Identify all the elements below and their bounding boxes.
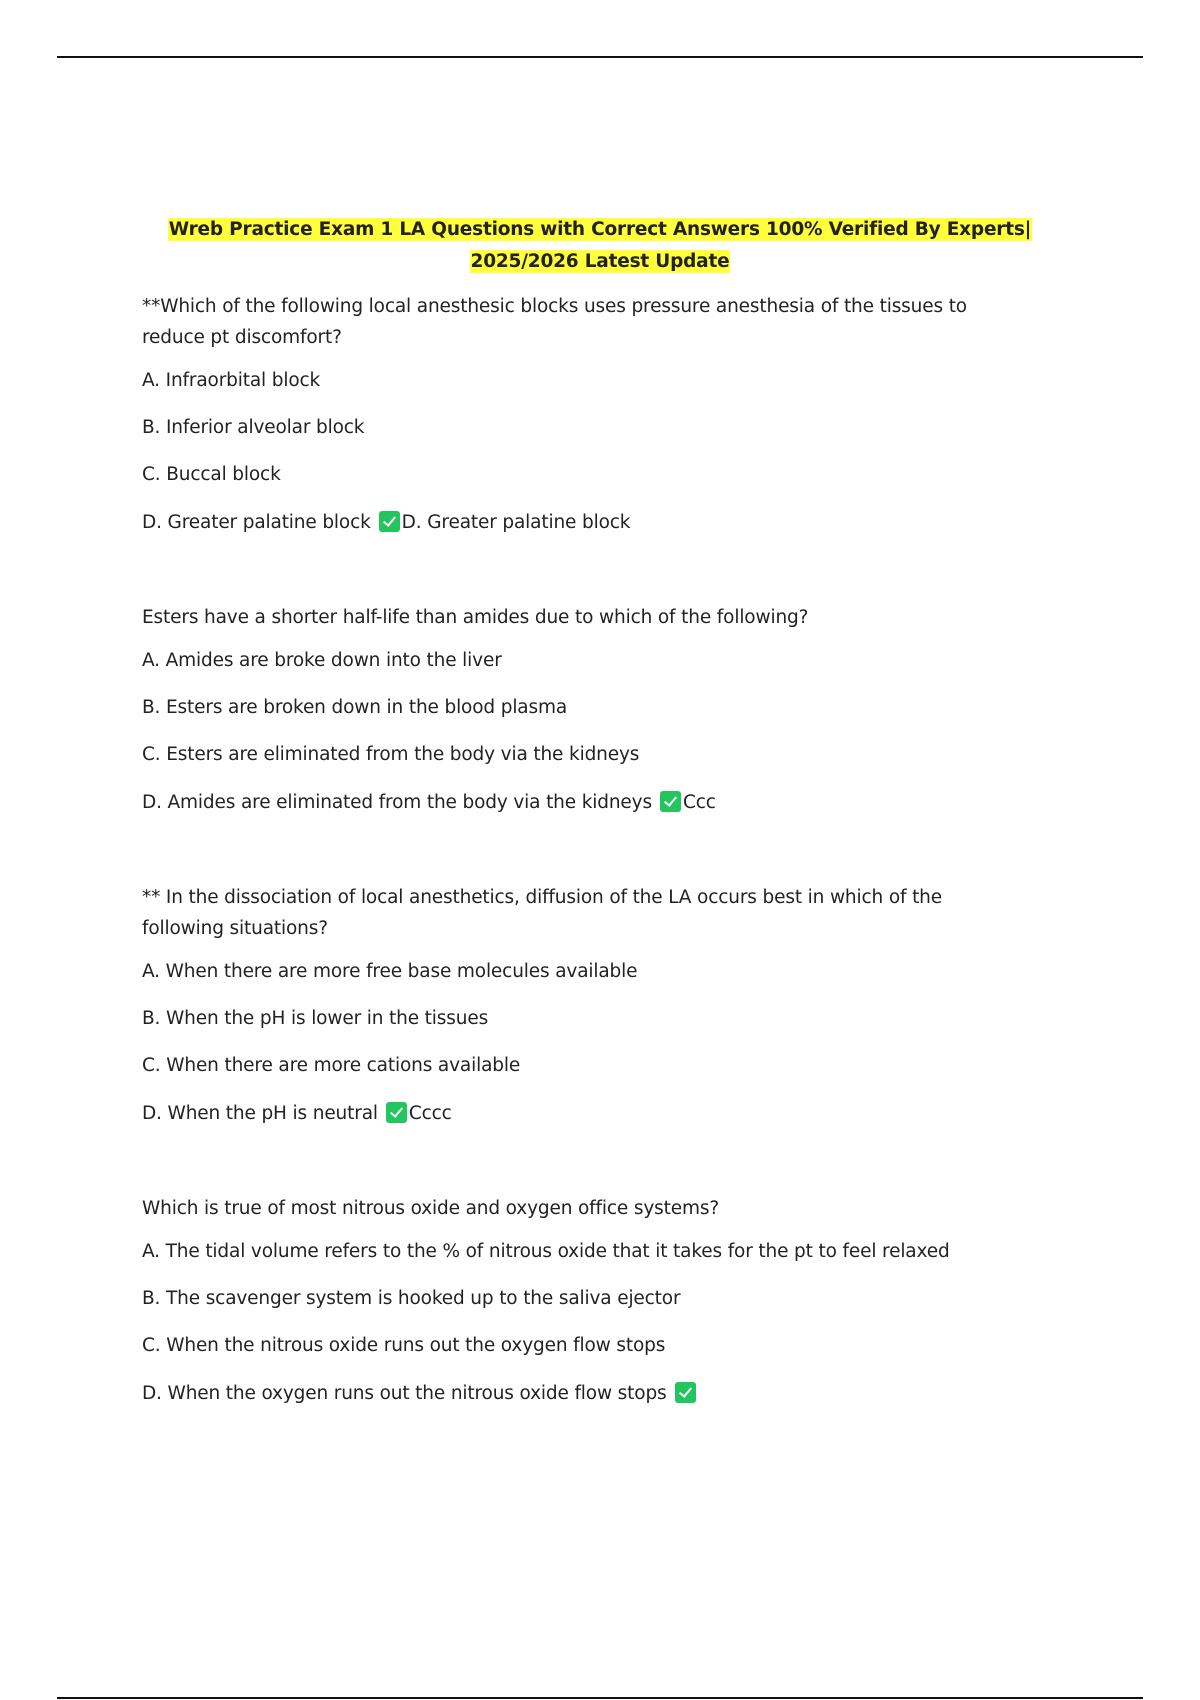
question-text: ** In the dissociation of local anesthetics, diffusion of the LA occurs best in which of the following situations?	[142, 887, 942, 939]
question-block	[142, 1193, 1062, 1406]
option-d-with-answer	[142, 1382, 1062, 1406]
option-d-with-answer	[142, 511, 1062, 535]
document-title	[130, 214, 1070, 278]
document-title-line-1: Wreb Practice Exam 1 LA Questions with Correct Answers 100% Verified By Experts|	[168, 219, 1032, 240]
option-c: C. Esters are eliminated from the body via the kidneys	[142, 744, 640, 765]
option-a: A. Amides are broke down into the liver	[142, 650, 502, 671]
option-b: B. Esters are broken down in the blood plasma	[142, 697, 568, 718]
option-d: D. When the oxygen runs out the nitrous oxide flow stops	[142, 1383, 667, 1404]
top-rule	[57, 56, 1143, 58]
option-c: C. When there are more cations available	[142, 1055, 521, 1076]
green-check-icon	[386, 1102, 407, 1123]
option-d: D. Greater palatine block	[142, 512, 371, 533]
question-text: **Which of the following local anesthesic blocks uses pressure anesthesia of the tissues to reduce pt discomfort?	[142, 296, 967, 348]
option-a: A. When there are more free base molecules available	[142, 961, 638, 982]
option-d: D. Amides are eliminated from the body via the kidneys	[142, 792, 652, 813]
question-block	[142, 291, 1062, 535]
answer-text: D. Greater palatine block	[401, 512, 631, 533]
question-block	[142, 602, 1062, 815]
question-text: Esters have a shorter half-life than amides due to which of the following?	[142, 607, 809, 628]
green-check-icon	[675, 1382, 696, 1403]
option-b: B. The scavenger system is hooked up to the saliva ejector	[142, 1288, 681, 1309]
bottom-rule	[57, 1697, 1143, 1699]
answer-text: Ccc	[682, 792, 716, 813]
option-d-with-answer	[142, 791, 1062, 815]
option-c: C. Buccal block	[142, 464, 281, 485]
answer-text: Cccc	[408, 1103, 452, 1124]
green-check-icon	[660, 791, 681, 812]
option-d: D. When the pH is neutral	[142, 1103, 378, 1124]
option-a: A. Infraorbital block	[142, 370, 321, 391]
question-list	[142, 291, 1062, 1406]
option-b: B. Inferior alveolar block	[142, 417, 365, 438]
option-d-with-answer	[142, 1102, 1062, 1126]
option-a: A. The tidal volume refers to the % of nitrous oxide that it takes for the pt to feel relaxed	[142, 1241, 950, 1262]
option-c: C. When the nitrous oxide runs out the oxygen flow stops	[142, 1335, 666, 1356]
green-check-icon	[379, 511, 400, 532]
option-b: B. When the pH is lower in the tissues	[142, 1008, 489, 1029]
question-block	[142, 882, 1062, 1126]
document-title-line-2: 2025/2026 Latest Update	[470, 251, 730, 272]
question-text: Which is true of most nitrous oxide and oxygen office systems?	[142, 1198, 720, 1219]
